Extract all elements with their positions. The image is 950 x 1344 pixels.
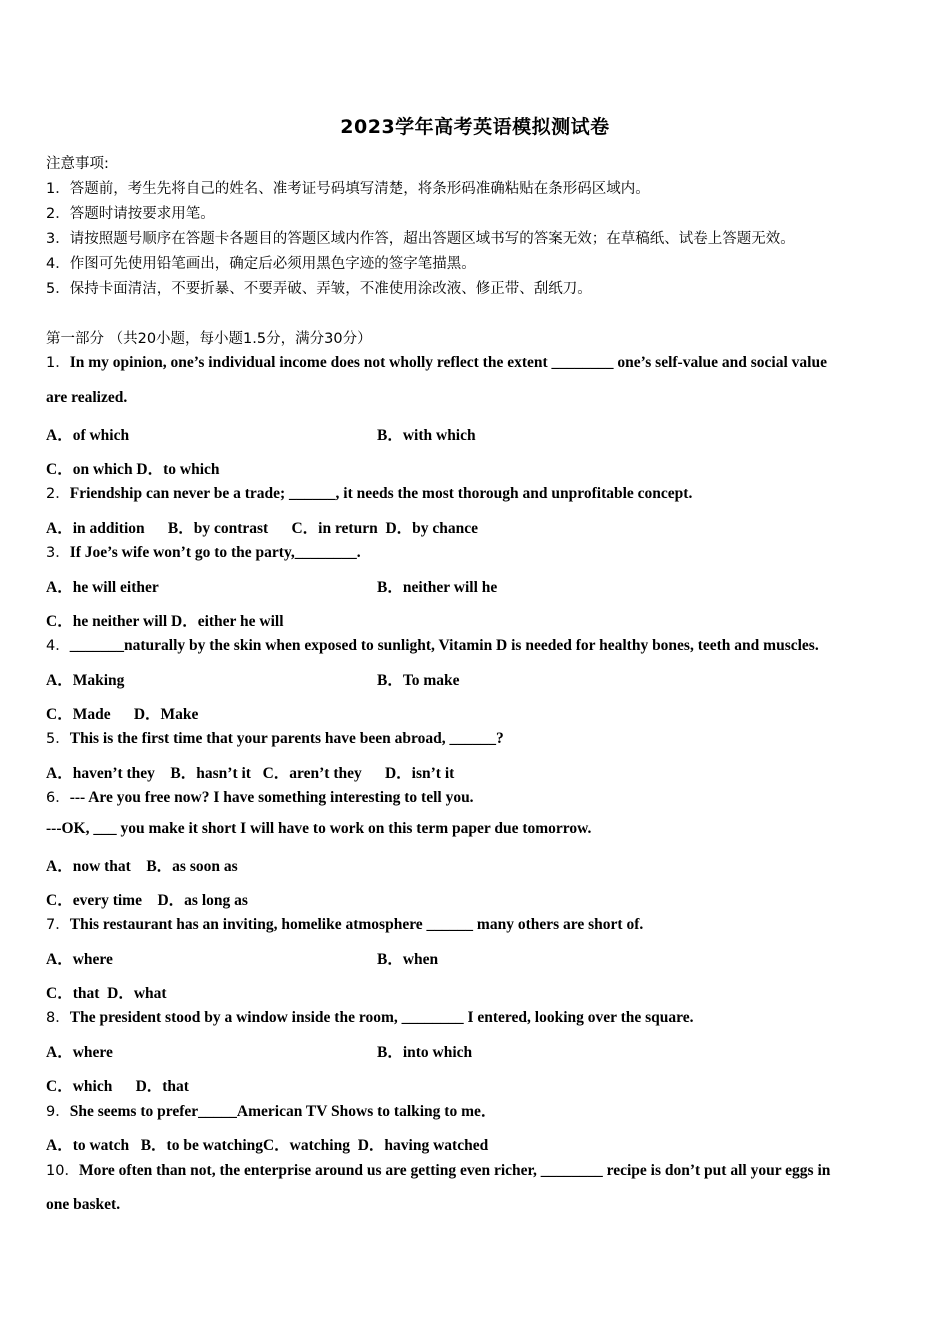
- question-text: The president stood by a window inside the room, ________ I entered, looking over the square.: [69, 1009, 694, 1026]
- question-text: --- Are you free now? I have something interesting to tell you.: [69, 789, 474, 806]
- option-a[interactable]: A．he will either: [46, 579, 159, 596]
- question-2: [46, 482, 692, 503]
- question-number: 10．: [46, 1163, 79, 1179]
- question-5: [46, 727, 504, 748]
- question-number: 1．: [46, 355, 70, 371]
- option-b[interactable]: B．into which: [377, 1044, 473, 1061]
- options-a-d[interactable]: A．haven’t they B．hasn’t it C．aren’t they D．isn’t it: [46, 765, 455, 782]
- option-b[interactable]: B．with which: [377, 427, 476, 444]
- options-c-d[interactable]: C．Made D．Make: [46, 706, 199, 723]
- question-number: 2．: [46, 486, 70, 502]
- notice-item: 2．答题时请按要求用笔。: [46, 206, 215, 222]
- question-number: 3．: [46, 545, 70, 561]
- option-b[interactable]: B．neither will he: [377, 579, 498, 596]
- option-b[interactable]: B．To make: [377, 672, 460, 689]
- options-a-d[interactable]: A．to watch B．to be watchingC．watching D．having watched: [46, 1137, 489, 1154]
- question-text: If Joe’s wife won’t go to the party,________.: [69, 544, 361, 561]
- question-continuation: are realized.: [46, 389, 128, 406]
- options-c-d[interactable]: C．on which D．to which: [46, 461, 220, 478]
- question-7: [46, 913, 643, 934]
- option-a[interactable]: A．where: [46, 1044, 113, 1061]
- question-text: Friendship can never be a trade; ______, it needs the most thorough and unprofitable concept.: [69, 485, 693, 502]
- question-number: 7．: [46, 917, 70, 933]
- options-c-d[interactable]: C．which D．that: [46, 1078, 189, 1095]
- option-a[interactable]: A．Making: [46, 672, 125, 689]
- options-a-b[interactable]: A．now that B．as soon as: [46, 858, 238, 875]
- section-heading: 第一部分 （共20小题，每小题1.5分，满分30分）: [46, 331, 372, 347]
- question-number: 8．: [46, 1010, 70, 1026]
- question-continuation: ---OK, ___ you make it short I will have to work on this term paper due tomorrow.: [46, 820, 592, 837]
- options-c-d[interactable]: C．he neither will D．either he will: [46, 613, 284, 630]
- notice-item: 3．请按照题号顺序在答题卡各题目的答题区域内作答，超出答题区域书写的答案无效；在草稿纸、试卷上答题无效。: [46, 231, 795, 247]
- option-a[interactable]: A．of which: [46, 427, 130, 444]
- options-c-d[interactable]: C．every time D．as long as: [46, 892, 248, 909]
- option-b[interactable]: B．when: [377, 951, 439, 968]
- options-c-d[interactable]: C．that D．what: [46, 985, 167, 1002]
- question-text: _______naturally by the skin when exposed to sunlight, Vitamin D is needed for healthy bones, teeth and muscles.: [69, 637, 819, 654]
- question-3: [46, 541, 361, 562]
- notice-item: 5．保持卡面清洁，不要折暴、不要弄破、弄皱，不准使用涂改液、修正带、刮纸刀。: [46, 281, 592, 297]
- page-title: 2023学年高考英语模拟测试卷: [340, 116, 610, 138]
- question-number: 4．: [46, 638, 70, 654]
- option-a[interactable]: A．where: [46, 951, 113, 968]
- question-text: This restaurant has an inviting, homelike atmosphere ______ many others are short of.: [69, 916, 644, 933]
- question-number: 5．: [46, 731, 70, 747]
- question-4: [46, 634, 819, 655]
- question-text: In my opinion, one’s individual income does not wholly reflect the extent ________ one’s self-value and social value: [69, 354, 827, 371]
- question-continuation: one basket.: [46, 1196, 121, 1213]
- notice-item: 1．答题前，考生先将自己的姓名、准考证号码填写清楚，将条形码准确粘贴在条形码区域内。: [46, 181, 650, 197]
- question-text: More often than not, the enterprise around us are getting even richer, ________ recipe is don’t put all your eggs in: [78, 1162, 831, 1179]
- options-a-d[interactable]: A．in addition B．by contrast C．in return D．by chance: [46, 520, 479, 537]
- question-9: [46, 1099, 496, 1121]
- question-number: 6．: [46, 790, 70, 806]
- notice-heading: 注意事项:: [46, 156, 109, 172]
- question-number: 9．: [46, 1104, 70, 1120]
- question-1: [46, 351, 827, 372]
- question-6: [46, 786, 474, 807]
- question-text: This is the first time that your parents have been abroad, ______?: [69, 730, 504, 747]
- notice-item: 4．作图可先使用铅笔画出，确定后必须用黑色字迹的签字笔描黑。: [46, 256, 476, 272]
- question-text: She seems to prefer_____American TV Shows to talking to me．: [69, 1103, 497, 1120]
- question-8: [46, 1006, 694, 1027]
- question-10: [46, 1159, 830, 1180]
